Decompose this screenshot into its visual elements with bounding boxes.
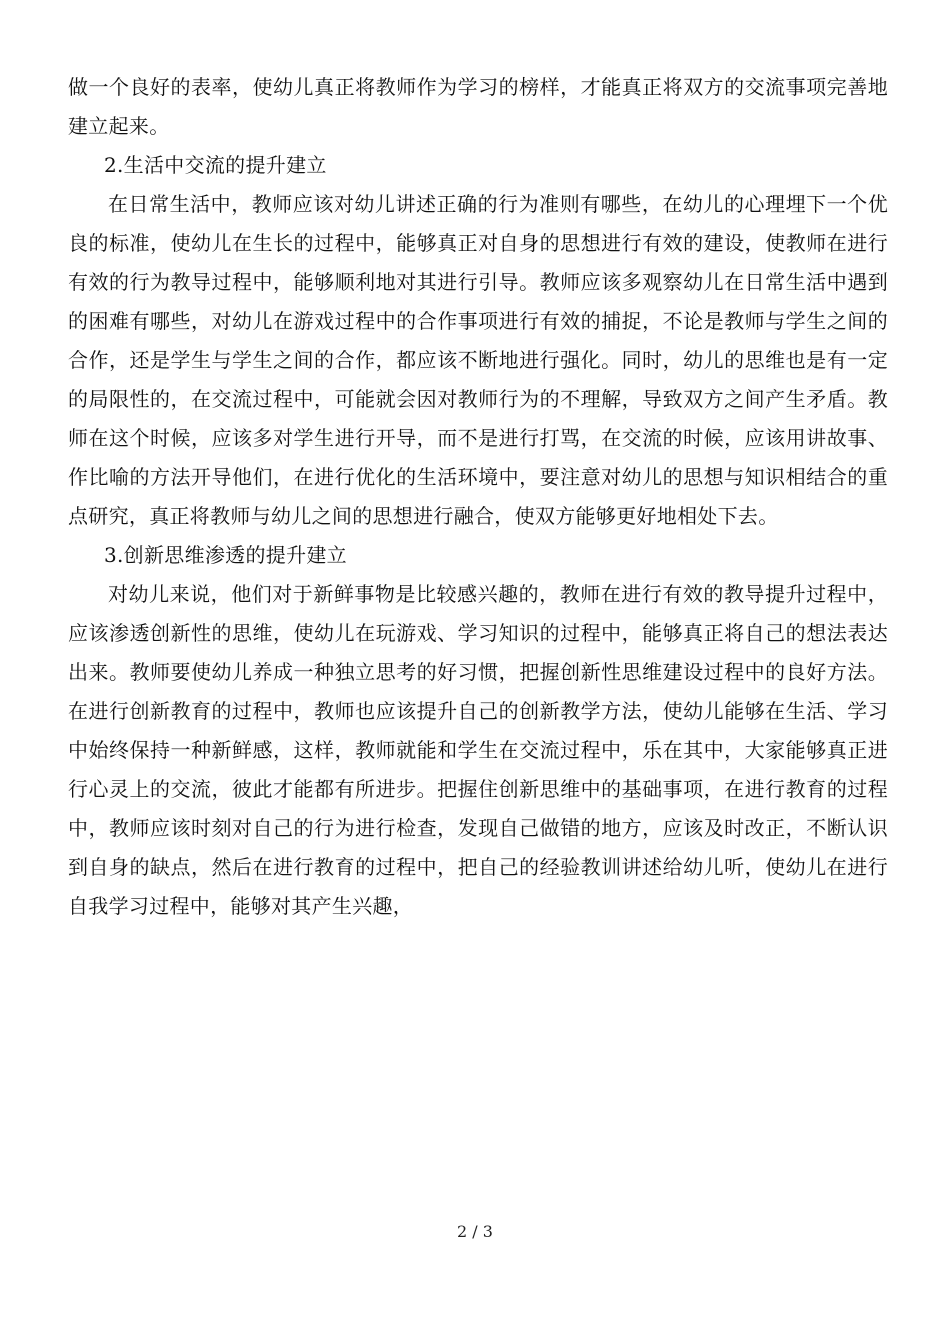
document-body [68,68,888,926]
paragraph-continuation: 做一个良好的表率，使幼儿真正将教师作为学习的榜样，才能真正将双方的交流事项完善地建立起来。 [68,75,888,138]
paragraph-daily-life: 在日常生活中，教师应该对幼儿讲述正确的行为准则有哪些，在幼儿的心理埋下一个优良的标准，使幼儿在生长的过程中，能够真正对自身的思想进行有效的建设，使教师在进行有效的行为教导过程中，能够顺利地对其进行引导。教师应该多观察幼儿在日常生活中遇到的困难有哪些，对幼儿在游戏过程中的合作事项进行有效的捕捉，不论是教师与学生之间的合作，还是学生与学生之间的合作，都应该不断地进行强化。同时，幼儿的思维也是有一定的局限性的，在交流过程中，可能就会因对教师行为的不理解，导致双方之间产生矛盾。教师在这个时候，应该多对学生进行开导，而不是进行打骂，在交流的时候，应该用讲故事、作比喻的方法开导他们，在进行优化的生活环境中，要注意对幼儿的思想与知识相结合的重点研究，真正将教师与幼儿之间的思想进行融合，使双方能够更好地相处下去。 [68,192,888,528]
section-heading-3: 3.创新思维渗透的提升建立 [104,543,347,567]
section-heading-2: 2.生活中交流的提升建立 [104,153,327,177]
paragraph-innovative-thinking: 对幼儿来说，他们对于新鲜事物是比较感兴趣的，教师在进行有效的教导提升过程中，应该渗透创新性的思维，使幼儿在玩游戏、学习知识的过程中，能够真正将自己的想法表达出来。教师要使幼儿养成一种独立思考的好习惯，把握创新性思维建设过程中的良好方法。在进行创新教育的过程中，教师也应该提升自己的创新教学方法，使幼儿能够在生活、学习中始终保持一种新鲜感，这样，教师就能和学生在交流过程中，乐在其中，大家能够真正进行心灵上的交流，彼此才能都有所进步。把握住创新思维中的基础事项，在进行教育的过程中，教师应该时刻对自己的行为进行检查，发现自己做错的地方，应该及时改正，不断认识到自身的缺点，然后在进行教育的过程中，把自己的经验教训讲述给幼儿听，使幼儿在进行自我学习过程中，能够对其产生兴趣， [68,582,888,918]
page-number: 2 / 3 [457,1222,493,1241]
